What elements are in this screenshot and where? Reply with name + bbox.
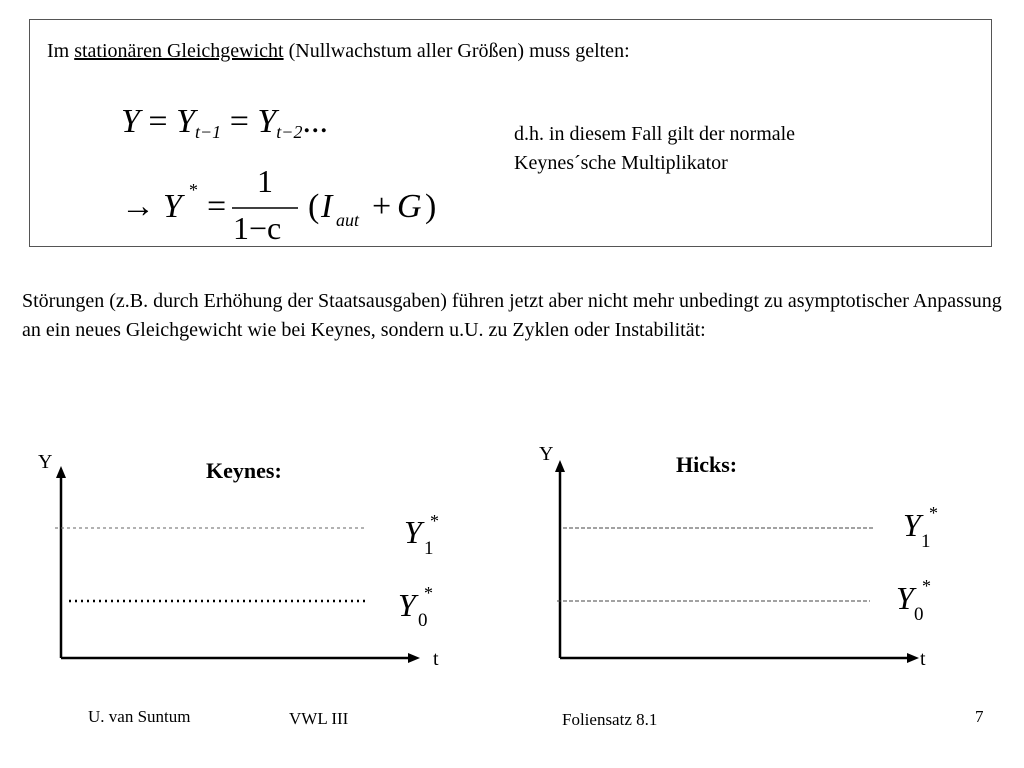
formula2-numerator: 1 bbox=[257, 163, 273, 199]
hicks-y0-sub: 0 bbox=[914, 604, 924, 625]
footer-author: U. van Suntum bbox=[88, 707, 191, 726]
formula1-dots: ... bbox=[302, 103, 328, 140]
formula1-eq2: = bbox=[229, 103, 249, 140]
hicks-y1-star: * bbox=[929, 503, 938, 523]
footer-course: VWL III bbox=[289, 709, 349, 728]
keynes-y-axis-arrowhead bbox=[56, 466, 66, 478]
footer-page-number: 7 bbox=[975, 707, 984, 726]
hicks-y-axis-label: Y bbox=[539, 443, 554, 465]
formula2-plus: + bbox=[372, 188, 392, 225]
keynes-y1-y: Y bbox=[404, 514, 422, 550]
heading-underlined-term: stationären Gleichgewicht bbox=[74, 40, 284, 62]
hicks-title: Hicks: bbox=[676, 452, 738, 477]
multiplier-note-line2: Keynes´sche Multiplikator bbox=[514, 152, 728, 174]
keynes-title: Keynes: bbox=[206, 458, 282, 483]
formula2-close-paren: ) bbox=[425, 188, 437, 225]
hicks-y-axis-arrowhead bbox=[555, 460, 565, 472]
formula1-sub2: t−2 bbox=[276, 122, 303, 142]
keynes-y1-sub: 1 bbox=[424, 538, 434, 559]
multiplier-note-line1: d.h. in diesem Fall gilt der normale bbox=[514, 123, 796, 145]
keynes-y0-star-label bbox=[398, 587, 416, 624]
keynes-x-axis-label: t bbox=[433, 648, 439, 670]
keynes-x-axis-arrowhead bbox=[408, 653, 420, 663]
formula2-i: I bbox=[321, 188, 333, 225]
hicks-x-axis-arrowhead bbox=[907, 653, 919, 663]
keynes-y1-star-label bbox=[404, 514, 422, 551]
formula2-i-sub: aut bbox=[336, 210, 360, 230]
keynes-y-axis-label: Y bbox=[38, 451, 53, 473]
heading-prefix: Im bbox=[47, 40, 75, 62]
formula1-y-lag2: Y bbox=[257, 103, 277, 140]
formula2-y: Y bbox=[163, 188, 182, 225]
arrow-symbol: → bbox=[121, 188, 155, 225]
hicks-x-axis-label: t bbox=[920, 648, 926, 670]
hicks-y0-star: * bbox=[922, 576, 931, 596]
formula1-sub1: t−1 bbox=[195, 122, 222, 142]
formula1-y-lag1: Y bbox=[176, 103, 196, 140]
hicks-y1-y: Y bbox=[903, 507, 921, 543]
heading-suffix: (Nullwachstum aller Größen) muss gelten: bbox=[283, 40, 630, 62]
denominator-text: 1−c bbox=[233, 210, 282, 246]
hicks-y1-sub: 1 bbox=[921, 531, 931, 552]
formula1-eq1: = bbox=[148, 103, 168, 140]
hicks-y0-y: Y bbox=[896, 580, 914, 616]
formula2-star: * bbox=[189, 180, 198, 200]
formula2-open-paren: ( bbox=[308, 188, 320, 225]
hicks-y0-star-label bbox=[896, 580, 914, 617]
formula2-eq: = bbox=[207, 188, 227, 225]
keynes-y0-star: * bbox=[424, 583, 433, 603]
hicks-y1-star-label bbox=[903, 507, 921, 544]
formula1-y: Y bbox=[121, 103, 140, 140]
keynes-y0-y: Y bbox=[398, 587, 416, 623]
footer-slide-set: Foliensatz 8.1 bbox=[562, 710, 658, 729]
disturbance-paragraph: Störungen (z.B. durch Erhöhung der Staatsausgaben) führen jetzt aber nicht mehr unbedingt zu asymptotischer Anpassung an ein neues Gleichgewicht wie bei Keynes, sondern u.U. zu Zyklen oder Instabilität: bbox=[22, 290, 1002, 341]
keynes-y0-sub: 0 bbox=[418, 610, 428, 631]
keynes-y1-star: * bbox=[430, 511, 439, 531]
formula2-g: G bbox=[397, 188, 422, 225]
